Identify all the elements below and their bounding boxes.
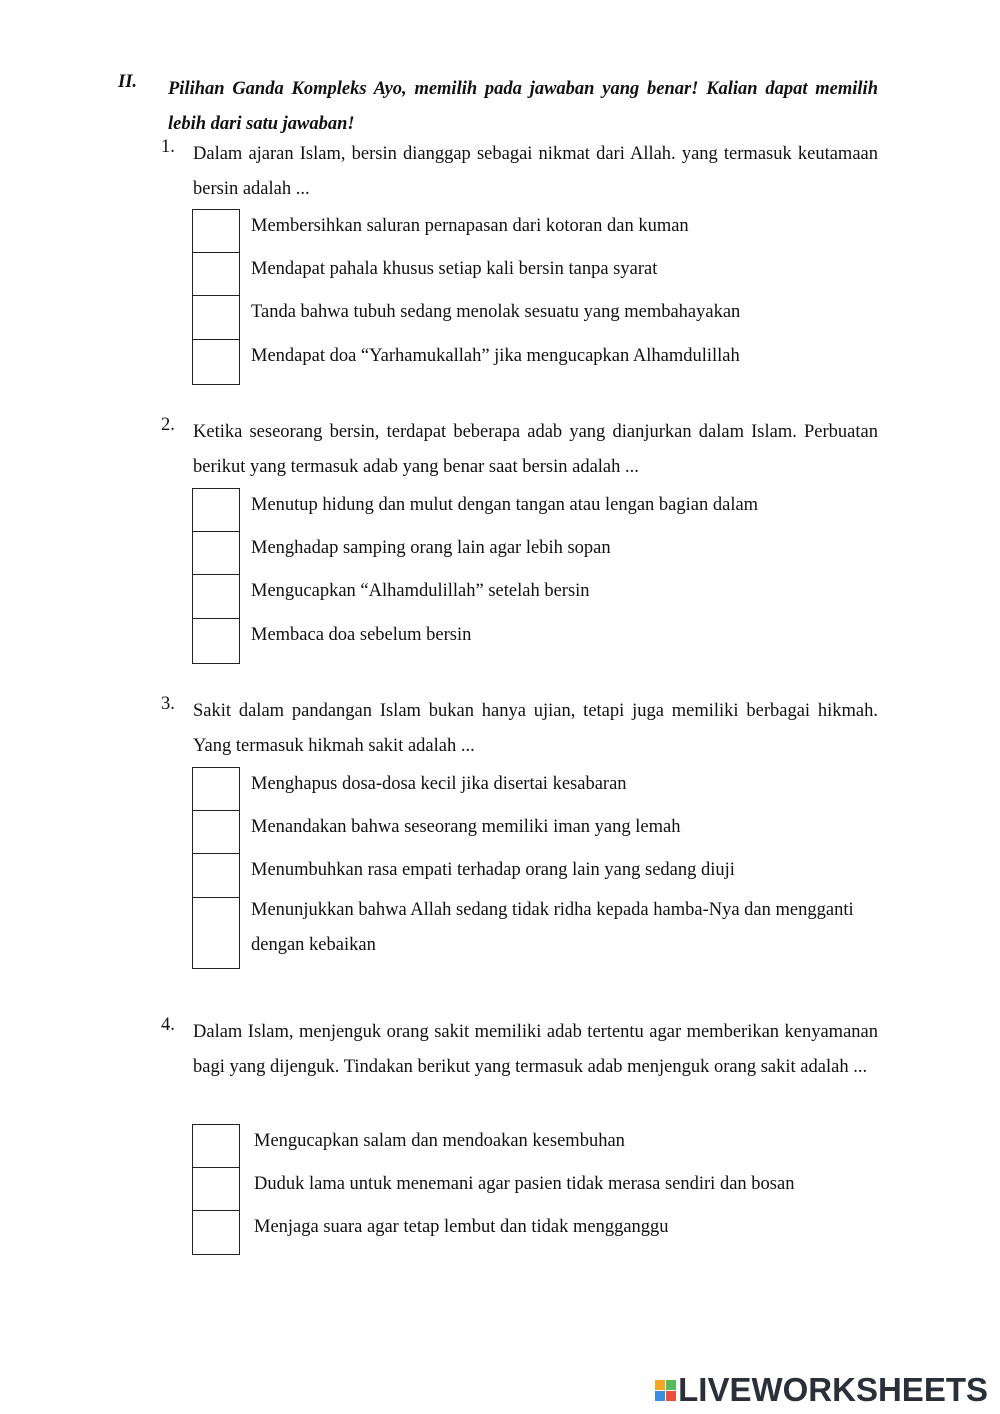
q1-option-3-checkbox[interactable]	[192, 295, 240, 340]
logo-square-orange	[655, 1380, 665, 1390]
q3-option-2-checkbox[interactable]	[192, 810, 240, 854]
q3-option-1-label: Menghapus dosa-dosa kecil jika disertai kesabaran	[251, 774, 627, 794]
q2-option-4-label: Membaca doa sebelum bersin	[251, 625, 472, 645]
logo-square-blue	[655, 1391, 665, 1401]
q1-option-4-label: Mendapat doa “Yarhamukallah” jika mengucapkan Alhamdulillah	[251, 346, 740, 366]
q3-option-4-label-continued: dengan kebaikan	[251, 935, 376, 955]
q1-option-2-checkbox[interactable]	[192, 252, 240, 296]
q1-option-2-label: Mendapat pahala khusus setiap kali bersin tanpa syarat	[251, 259, 658, 279]
q3-option-2-label: Menandakan bahwa seseorang memiliki iman yang lemah	[251, 817, 681, 837]
q2-option-3-checkbox[interactable]	[192, 574, 240, 619]
q3-option-3-label: Menumbuhkan rasa empati terhadap orang lain yang sedang diuji	[251, 860, 735, 880]
q1-option-4-checkbox[interactable]	[192, 339, 240, 385]
logo-square-red	[666, 1391, 676, 1401]
logo-square-green	[666, 1380, 676, 1390]
q2-option-2-checkbox[interactable]	[192, 531, 240, 575]
question-1-number: 1.	[161, 137, 175, 157]
q4-option-2-checkbox[interactable]	[192, 1167, 240, 1211]
q2-option-2-label: Menghadap samping orang lain agar lebih sopan	[251, 538, 611, 558]
q3-option-3-checkbox[interactable]	[192, 853, 240, 898]
q4-option-3-label: Menjaga suara agar tetap lembut dan tidak mengganggu	[254, 1217, 669, 1237]
q2-option-1-label: Menutup hidung dan mulut dengan tangan atau lengan bagian dalam	[251, 495, 759, 515]
liveworksheets-logo	[655, 1372, 988, 1408]
liveworksheets-logo-icon	[655, 1380, 676, 1401]
q4-option-3-checkbox[interactable]	[192, 1210, 240, 1255]
q2-option-3-label: Mengucapkan “Alhamdulillah” setelah bersin	[251, 581, 590, 601]
q3-option-4-checkbox[interactable]	[192, 897, 240, 969]
q4-option-1-checkbox[interactable]	[192, 1124, 240, 1168]
q1-option-1-label: Membersihkan saluran pernapasan dari kotoran dan kuman	[251, 216, 689, 236]
question-4-number: 4.	[161, 1015, 175, 1035]
question-3-number: 3.	[161, 694, 175, 714]
q2-option-1-checkbox[interactable]	[192, 488, 240, 532]
question-1-text: Dalam ajaran Islam, bersin dianggap sebagai nikmat dari Allah. yang termasuk keutamaan bersin adalah ...	[193, 144, 878, 199]
q4-option-2-label: Duduk lama untuk menemani agar pasien tidak merasa sendiri dan bosan	[254, 1174, 795, 1194]
question-3-text: Sakit dalam pandangan Islam bukan hanya ujian, tetapi juga memiliki berbagai hikmah. Yang termasuk hikmah sakit adalah ...	[193, 701, 878, 756]
question-2-text: Ketika seseorang bersin, terdapat beberapa adab yang dianjurkan dalam Islam. Perbuatan berikut yang termasuk adab yang benar saat bersin adalah ...	[193, 422, 878, 477]
q3-option-1-checkbox[interactable]	[192, 767, 240, 811]
liveworksheets-logo-text: LIVEWORKSHEETS	[678, 1371, 988, 1408]
question-2-number: 2.	[161, 415, 175, 435]
q2-option-4-checkbox[interactable]	[192, 618, 240, 664]
section-number: II.	[118, 72, 138, 92]
q4-option-1-label: Mengucapkan salam dan mendoakan kesembuhan	[254, 1131, 625, 1151]
q1-option-3-label: Tanda bahwa tubuh sedang menolak sesuatu yang membahayakan	[251, 302, 741, 322]
section-instructions: Pilihan Ganda Kompleks Ayo, memilih pada jawaban yang benar! Kalian dapat memilih lebih dari satu jawaban!	[168, 79, 878, 134]
question-4-text: Dalam Islam, menjenguk orang sakit memiliki adab tertentu agar memberikan kenyamanan bagi yang dijenguk. Tindakan berikut yang termasuk adab menjenguk orang sakit adalah ...	[193, 1022, 878, 1077]
q3-option-4-label: Menunjukkan bahwa Allah sedang tidak ridha kepada hamba-Nya dan mengganti	[251, 900, 854, 920]
q1-option-1-checkbox[interactable]	[192, 209, 240, 253]
